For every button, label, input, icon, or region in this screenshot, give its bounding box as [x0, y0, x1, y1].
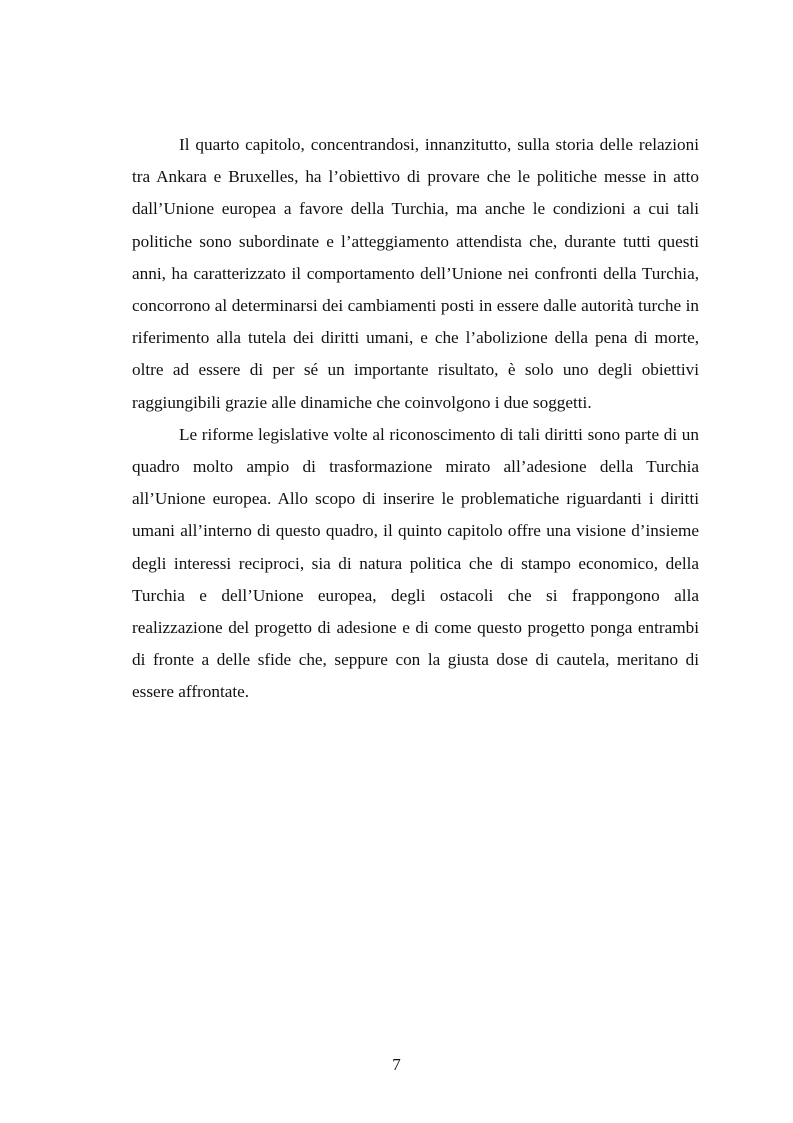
paragraph-2: Le riforme legislative volte al riconoscimento di tali diritti sono parte di un quadro molto ampio di trasformazione mirato all’adesione della Turchia all’Unione europea. Allo scopo di inserire le problematiche riguardanti i diritti umani all’interno di questo quadro, il quinto capitolo offre una visione d’insieme degli interessi reciproci, sia di natura politica che di stampo economico, della Turchia e dell’Unione europea, degli ostacoli che si frappongono alla realizzazione del progetto di adesione e di come questo progetto ponga entrambi di fronte a delle sfide che, seppure con la giusta dose di cautela, meritano di essere affrontate.: [132, 424, 699, 702]
paragraph-1: Il quarto capitolo, concentrandosi, innanzitutto, sulla storia delle relazioni tra Ankara e Bruxelles, ha l’obiettivo di provare che le politiche messe in atto dall’Unione europea a favore della Turchia, ma anche le condizioni a cui tali politiche sono subordinate e l’atteggiamento attendista che, durante tutti questi anni, ha caratterizzato il comportamento dell’Unione nei confronti della Turchia, concorrono al determinarsi dei cambiamenti posti in essere dalle autorità turche in riferimento alla tutela dei diritti umani, e che l’abolizione della pena di morte, oltre ad essere di per sé un importante risultato, è solo uno degli obiettivi raggiungibili grazie alle dinamiche che coinvolgono i due soggetti.: [132, 135, 699, 412]
page-number: 7: [392, 1055, 401, 1074]
body-text: [132, 129, 699, 709]
